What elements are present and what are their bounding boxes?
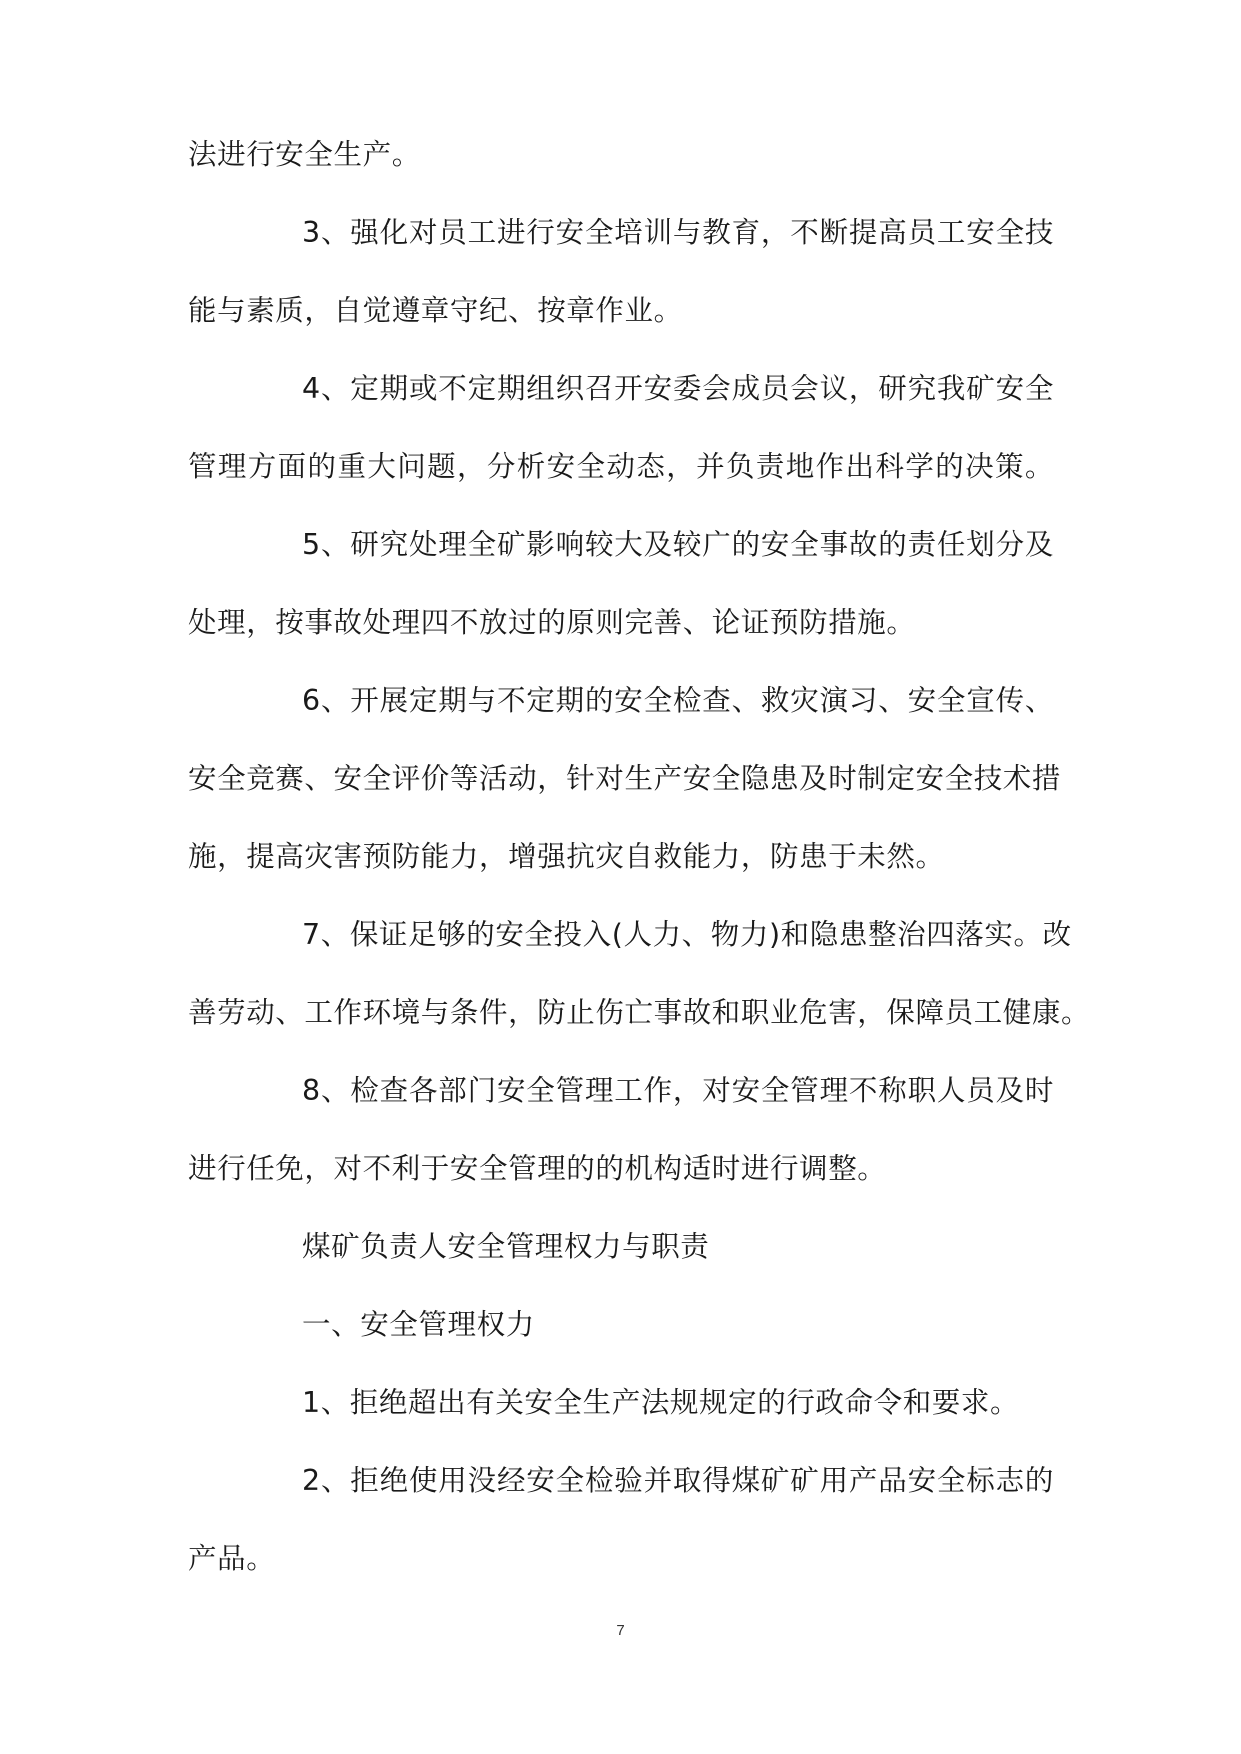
text-line: 5、研究处理全矿影响较大及较广的安全事故的责任划分及 <box>302 528 1054 561</box>
text-line: 2、拒绝使用没经安全检验并取得煤矿矿用产品安全标志的 <box>302 1464 1054 1497</box>
text-line: 善劳动、工作环境与条件，防止伤亡事故和职业危害，保障员工健康。 <box>188 996 1091 1029</box>
text-line: 安全竞赛、安全评价等活动，针对生产安全隐患及时制定安全技术措 <box>188 762 1062 795</box>
text-line: 进行任免，对不利于安全管理的的机构适时进行调整。 <box>188 1152 887 1185</box>
text-line: 施，提高灾害预防能力，增强抗灾自救能力，防患于未然。 <box>188 840 945 873</box>
subsection-heading: 一、安全管理权力 <box>302 1308 535 1341</box>
body-text <box>188 116 1091 1598</box>
page-number: 7 <box>616 1622 625 1639</box>
text-line: 管理方面的重大问题，分析安全动态，并负责地作出科学的决策。 <box>188 450 1054 483</box>
text-line: 能与素质，自觉遵章守纪、按章作业。 <box>188 294 683 327</box>
text-line: 7、保证足够的安全投入(人力、物力)和隐患整治四落实。改 <box>302 918 1072 951</box>
text-line: 6、开展定期与不定期的安全检查、救灾演习、安全宣传、 <box>302 684 1054 717</box>
text-line: 4、定期或不定期组织召开安委会成员会议，研究我矿安全 <box>302 372 1054 405</box>
section-heading: 煤矿负责人安全管理权力与职责 <box>302 1230 710 1263</box>
text-line: 处理，按事故处理四不放过的原则完善、论证预防措施。 <box>188 606 916 639</box>
text-line: 1、拒绝超出有关安全生产法规规定的行政命令和要求。 <box>302 1386 1020 1419</box>
text-line: 3、强化对员工进行安全培训与教育，不断提高员工安全技 <box>302 216 1054 249</box>
text-line: 产品。 <box>188 1542 276 1575</box>
text-line: 法进行安全生产。 <box>188 138 421 171</box>
text-line: 8、检查各部门安全管理工作，对安全管理不称职人员及时 <box>302 1074 1054 1107</box>
